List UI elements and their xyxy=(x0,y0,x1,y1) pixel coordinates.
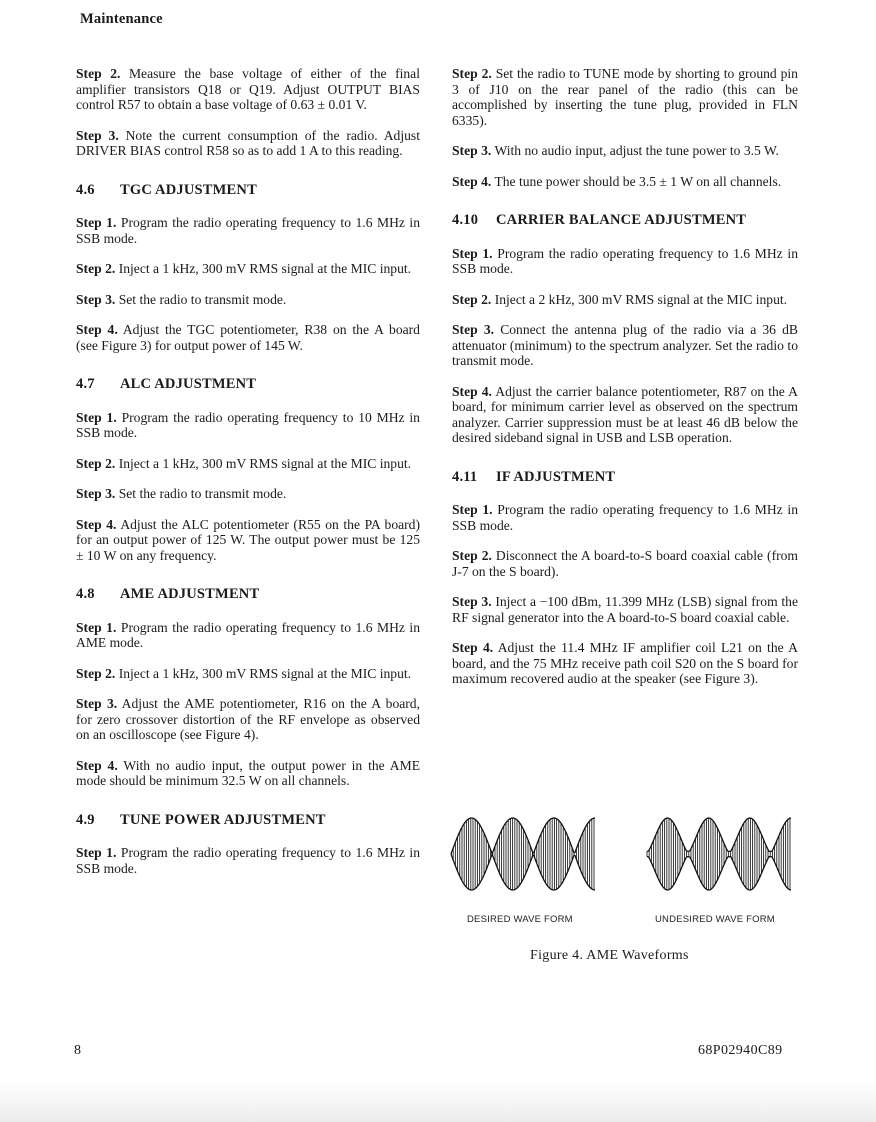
step-paragraph xyxy=(452,502,798,533)
section-heading xyxy=(76,377,420,393)
step-label: Step 1. xyxy=(76,409,117,425)
step-label: Step 1. xyxy=(76,845,117,860)
step-paragraph xyxy=(452,548,798,579)
step-label: Step 4. xyxy=(76,516,117,532)
step-text: Program the radio operating frequency to 1.6 MHz in AME mode. xyxy=(76,619,420,650)
section-title: TGC ADJUSTMENT xyxy=(120,181,257,198)
step-text: Adjust the TGC potentiometer, R38 on the A board (see Figure 3) for output power of 145 W. xyxy=(76,322,420,353)
step-label: Step 2. xyxy=(76,455,116,471)
step-label: Step 3. xyxy=(452,143,492,158)
step-label: Step 1. xyxy=(76,215,117,230)
step-label: Step 1. xyxy=(452,245,493,261)
step-text: With no audio input, adjust the tune power to 3.5 W. xyxy=(494,143,779,158)
step-paragraph xyxy=(452,384,798,446)
scan-shadow xyxy=(0,1082,876,1122)
desired-waveform-hatching xyxy=(451,818,595,890)
desired-waveform-label: DESIRED WAVE FORM xyxy=(467,914,573,925)
step-text: With no audio input, the output power in the AME mode should be minimum 32.5 W on all channels. xyxy=(76,757,421,788)
figure-caption: Figure 4. AME Waveforms xyxy=(530,948,689,963)
step-label: Step 2. xyxy=(452,291,492,307)
step-text: Adjust the ALC potentiometer (R55 on the PA board) for an output power of 125 W. The output power must be 125 ± 10 W on any frequency. xyxy=(76,516,421,563)
step-paragraph xyxy=(76,410,420,441)
section-heading xyxy=(452,213,798,229)
step-label: Step 2. xyxy=(76,665,116,681)
step-text: Set the radio to transmit mode. xyxy=(118,291,287,307)
step-label: Step 3. xyxy=(76,486,116,501)
section-title: IF ADJUSTMENT xyxy=(496,468,616,485)
step-paragraph xyxy=(452,143,798,159)
step-label: Step 2. xyxy=(452,66,492,81)
right-column xyxy=(452,66,798,702)
undesired-waveform-diagram xyxy=(645,814,793,894)
step-paragraph xyxy=(76,486,420,502)
section-title: CARRIER BALANCE ADJUSTMENT xyxy=(496,212,747,228)
step-label: Step 3. xyxy=(76,696,118,711)
step-paragraph xyxy=(452,292,798,308)
step-paragraph xyxy=(76,292,420,308)
step-text: Set the radio to TUNE mode by shorting to ground pin 3 of J10 on the rear panel of the radio (this can be accomplished by inserting the tune plug, provided in FLN 6335). xyxy=(452,66,798,128)
section-number: 4.7 xyxy=(76,376,95,392)
step-text: Note the current consumption of the radio. Adjust DRIVER BIAS control R58 so as to add 1 A to this reading. xyxy=(76,127,420,158)
desired-waveform-diagram xyxy=(449,814,597,894)
step-paragraph xyxy=(76,261,420,277)
step-text: Set the radio to transmit mode. xyxy=(118,486,287,501)
page-header: Maintenance xyxy=(80,11,163,27)
step-text: The tune power should be 3.5 ± 1 W on all channels. xyxy=(494,173,782,189)
step-text: Adjust the carrier balance potentiometer, R87 on the A board, for minimum carrier level as observed on the spectrum analyzer. Carrier suppression must be at least 46 dB below the desired sideband signal in USB and LSB operation. xyxy=(452,383,798,445)
section-title: AME ADJUSTMENT xyxy=(120,586,260,602)
step-label: Step 1. xyxy=(76,619,117,635)
step-text: Program the radio operating frequency to 1.6 MHz in SSB mode. xyxy=(452,245,798,276)
step-paragraph xyxy=(76,758,420,789)
step-text: Adjust the 11.4 MHz IF amplifier coil L21 on the A board, and the 75 MHz receive path coil S20 on the S board for maximum recovered audio at the speaker (see Figure 3). xyxy=(452,640,798,686)
step-paragraph xyxy=(76,666,420,682)
step-label: Step 4. xyxy=(76,322,118,337)
step-label: Step 4. xyxy=(452,640,494,655)
step-label: Step 2. xyxy=(452,548,492,563)
step-label: Step 3. xyxy=(76,127,119,143)
section-number: 4.11 xyxy=(452,468,478,485)
section-title: ALC ADJUSTMENT xyxy=(120,376,257,392)
document-number: 68P02940C89 xyxy=(698,1043,783,1058)
step-paragraph xyxy=(452,66,798,128)
section-number: 4.9 xyxy=(76,811,95,828)
step-paragraph xyxy=(76,66,420,113)
step-paragraph xyxy=(76,517,420,564)
step-text: Inject a 1 kHz, 300 mV RMS signal at the MIC input. xyxy=(118,665,412,681)
step-paragraph xyxy=(452,322,798,369)
step-label: Step 2. xyxy=(76,66,121,81)
step-text: Inject a 1 kHz, 300 mV RMS signal at the MIC input. xyxy=(118,455,412,471)
step-label: Step 3. xyxy=(452,594,492,609)
step-label: Step 3. xyxy=(452,322,495,337)
step-text: Adjust the AME potentiometer, R16 on the A board, for zero crossover distortion of the RF envelope as observed on an oscilloscope (see Figure 4). xyxy=(76,696,420,742)
left-column xyxy=(76,66,420,891)
page-number: 8 xyxy=(74,1043,81,1058)
step-text: Program the radio operating frequency to 1.6 MHz in SSB mode. xyxy=(452,502,798,533)
step-label: Step 4. xyxy=(452,173,492,189)
section-title: TUNE POWER ADJUSTMENT xyxy=(120,811,326,828)
step-paragraph xyxy=(76,322,420,353)
undesired-waveform-label: UNDESIRED WAVE FORM xyxy=(655,914,775,925)
step-paragraph xyxy=(76,456,420,472)
step-label: Step 1. xyxy=(452,502,493,517)
step-label: Step 2. xyxy=(76,261,116,276)
step-paragraph xyxy=(76,696,420,743)
section-number: 4.10 xyxy=(452,212,479,228)
step-label: Step 4. xyxy=(452,383,492,399)
section-number: 4.8 xyxy=(76,586,95,602)
step-paragraph xyxy=(452,246,798,277)
step-paragraph xyxy=(452,174,798,190)
step-paragraph xyxy=(452,640,798,687)
section-heading xyxy=(76,183,420,199)
step-paragraph xyxy=(76,215,420,246)
section-heading xyxy=(76,813,420,829)
step-text: Program the radio operating frequency to 1.6 MHz in SSB mode. xyxy=(76,845,420,876)
step-label: Step 4. xyxy=(76,757,118,773)
step-text: Inject a 2 kHz, 300 mV RMS signal at the MIC input. xyxy=(494,291,788,307)
step-text: Program the radio operating frequency to 1.6 MHz in SSB mode. xyxy=(76,215,420,246)
step-text: Disconnect the A board-to-S board coaxial cable (from J-7 on the S board). xyxy=(452,548,798,579)
step-text: Measure the base voltage of either of the final amplifier transistors Q18 or Q19. Adjust OUTPUT BIAS control R57 to obtain a base voltage of 0.63 ± 0.01 V. xyxy=(76,66,420,112)
step-text: Inject a 1 kHz, 300 mV RMS signal at the MIC input. xyxy=(118,261,412,276)
step-text: Connect the antenna plug of the radio via a 36 dB attenuator (minimum) to the spectrum analyzer. Set the radio to transmit mode. xyxy=(452,322,798,368)
step-paragraph xyxy=(452,594,798,625)
section-number: 4.6 xyxy=(76,181,95,198)
section-heading xyxy=(76,587,420,603)
step-text: Inject a −100 dBm, 11.399 MHz (LSB) signal from the RF signal generator into the A board-to-S board coaxial cable. xyxy=(452,594,799,625)
step-paragraph xyxy=(76,128,420,159)
undesired-waveform-hatching xyxy=(647,818,791,890)
step-label: Step 3. xyxy=(76,291,116,307)
step-text: Program the radio operating frequency to 10 MHz in SSB mode. xyxy=(76,409,420,440)
step-paragraph xyxy=(76,845,420,876)
section-heading xyxy=(452,470,798,486)
step-paragraph xyxy=(76,620,420,651)
